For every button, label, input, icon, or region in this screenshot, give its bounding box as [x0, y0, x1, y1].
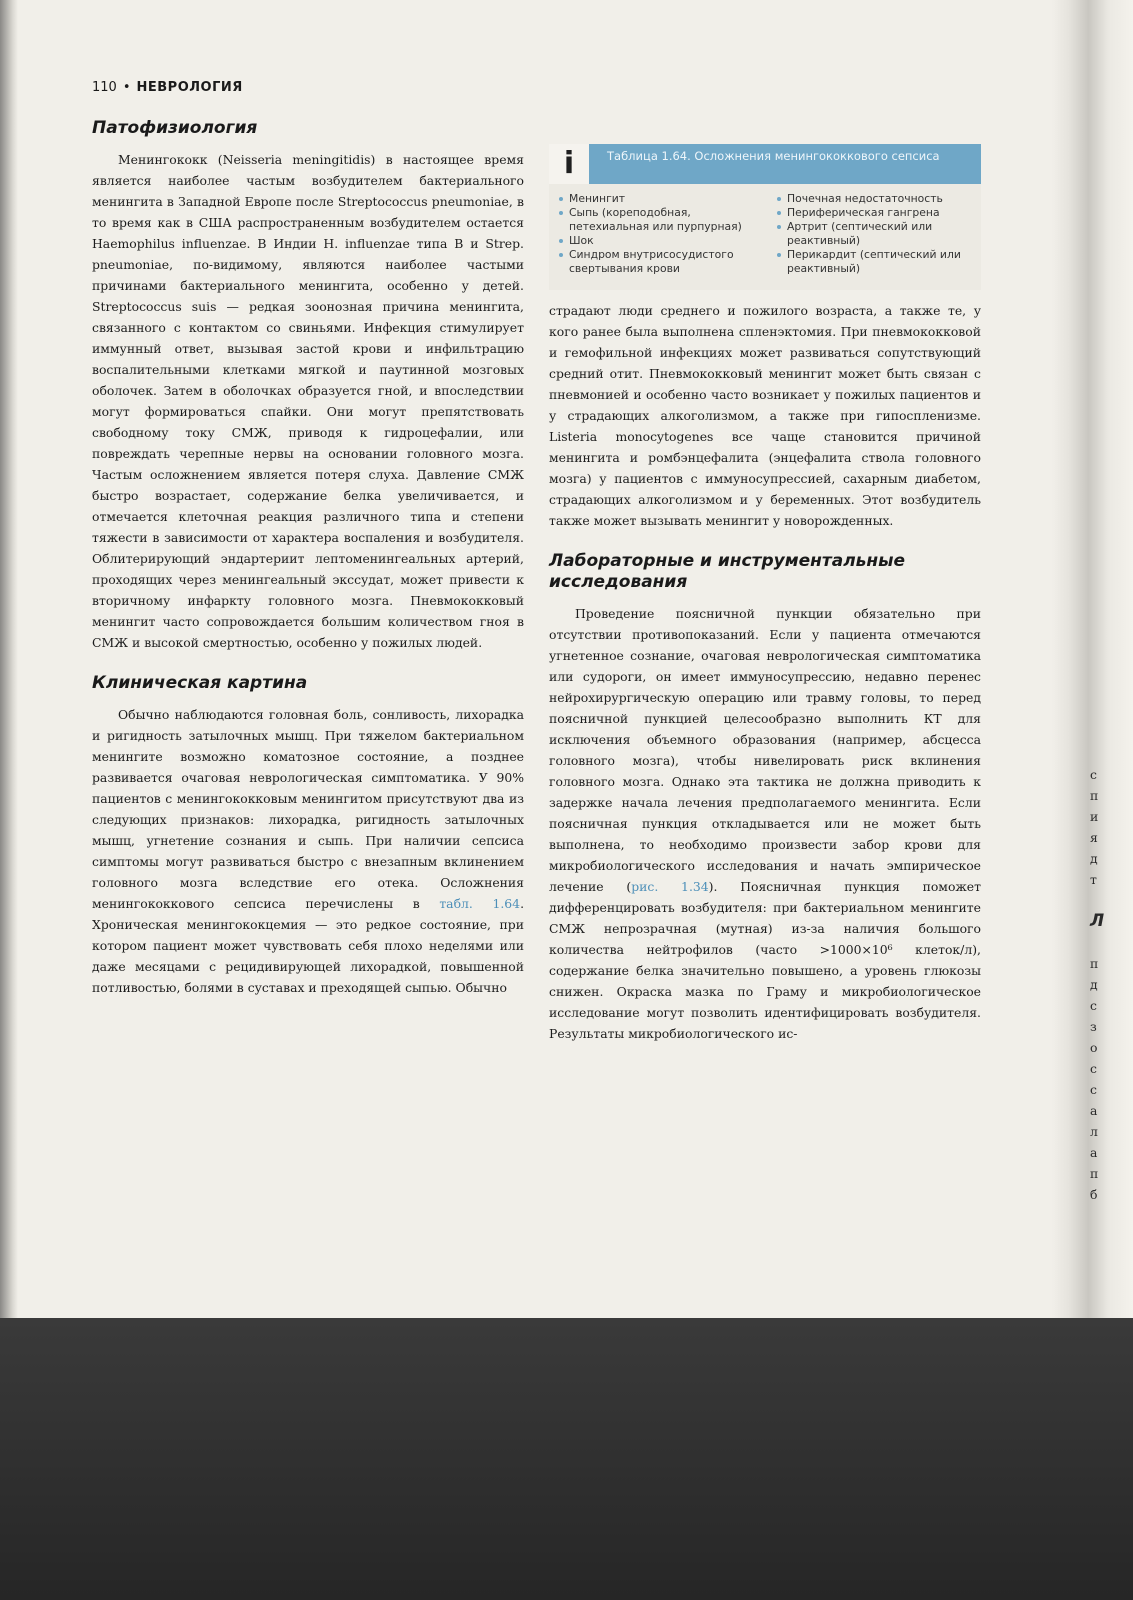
chapter-title: НЕВРОЛОГИЯ [136, 80, 243, 95]
edge-letter: с [1090, 998, 1097, 1013]
edge-gap [1090, 932, 1110, 953]
page-edge-shadow [0, 0, 18, 1318]
running-head [92, 80, 243, 95]
next-page-edge-text [1090, 764, 1110, 1205]
info-icon: i [549, 144, 589, 184]
lab-text-part2: ). Поясничная пункция поможет дифференцировать возбудителя: при бактериальном менингите СМЖ непрозрачная (мутная) из-за наличия большого количества нейтрофилов (часто >1000×10⁶ клеток/л), содержание белка значительно повышено, а уровень глюкозы снижен. Окраска мазка по Граму и микробиологическое исследование могут позволить идентифицировать возбудителя. Результаты микробиологического ис- [549, 879, 981, 1041]
edge-letter: д [1090, 977, 1098, 992]
edge-letter: я [1090, 830, 1098, 845]
clinical-picture-paragraph [92, 704, 524, 998]
lab-studies-paragraph [549, 603, 981, 1044]
figure-reference-link[interactable]: рис. 1.34 [631, 879, 709, 894]
table-list-item: Сыпь (кореподобная, петехиальная или пурпурная) [557, 206, 757, 234]
section-heading-pathophysiology: Патофизиология [92, 118, 258, 138]
edge-letter: о [1090, 1040, 1098, 1055]
table-list-item: Перикардит (септический или реактивный) [775, 248, 975, 276]
page-number: 110 [92, 80, 117, 95]
table-reference-link[interactable]: табл. 1.64 [439, 896, 521, 911]
table-list-item: Шок [557, 234, 757, 248]
edge-letter: с [1090, 1082, 1097, 1097]
table-column-2 [775, 192, 975, 276]
table-1-64 [549, 144, 981, 290]
edge-letter: с [1090, 767, 1097, 782]
section-heading-clinical-picture: Клиническая картина [92, 673, 308, 693]
pathophysiology-paragraph: Менингококк (Neisseria meningitidis) в настоящее время является наиболее частым возбудителем бактериального менингита в Западной Европе после Streptococcus pneumoniae, в то время как в США распространенным возбудителем остается Haemophilus influenzae. В Индии H. influenzae типа В и Strep. pneumoniae, по-видимому, являются наиболее частыми причинами бактериального менингита, особенно у детей. Streptococcus suis — редкая зоонозная причина менингита, связанного с контактом со свиньями. Инфекция стимулирует иммунный ответ, вызывая застой крови и инфильтрацию воспалительными клетками мягкой и паутинной мозговых оболочек. Затем в оболочках образуется гной, и впоследствии могут формироваться спайки. Они могут препятствовать свободному току СМЖ, приводя к гидроцефалии, или повреждать черепные нервы на основании головного мозга. Частым осложнением является потеря слуха. Давление СМЖ быстро возрастает, содержание белка увеличивается, и отмечается клеточная реакция различного типа и степени тяжести в зависимости от характера воспаления и возбудителя. Облитерирующий эндартериит лептоменингеальных артерий, проходящих через менингеальный экссудат, может привести к вторичному инфаркту головного мозга. Пневмококковый менингит часто сопровождается большим количеством гноя в СМЖ и высокой смертностью, особенно у пожилых людей. [92, 152, 524, 650]
edge-letter: и [1090, 809, 1099, 824]
dark-background [0, 1318, 1133, 1600]
edge-letter: п [1090, 788, 1099, 803]
section-heading-lab-studies: Лабораторные и инструментальные исследования [549, 551, 906, 592]
table-column-1 [557, 192, 757, 276]
lab-text-part1: Проведение поясничной пункции обязательно при отсутствии противопоказаний. Если у пациента отмечаются угнетенное сознание, очаговая неврологическая симптоматика или судороги, он имеет иммуносупрессию, недавно перенес нейрохирургическую операцию или травму головы, то перед поясничной пункцией целесообразно выполнить КТ для исключения объемного образования (например, абсцесса головного мозга), чтобы нивелировать риск вклинения головного мозга. Однако эта тактика не должна приводить к задержке начала лечения предполагаемого менингита. Если поясничная пункция откладывается или не может быть выполнена, то необходимо произвести забор крови для микробиологического исследования и начать эмпирическое лечение ( [549, 606, 981, 894]
edge-letter: а [1090, 1103, 1098, 1118]
clinical-text-part1: Обычно наблюдаются головная боль, сонливость, лихорадка и ригидность затылочных мышц. При тяжелом бактериальном менингите возможно коматозное состояние, а позднее развивается очаговая неврологическая симптоматика. У 90% пациентов с менингококковым менингитом присутствуют два из следующих признаков: лихорадка, ригидность затылочных мышц, угнетение сознания и сыпь. При наличии сепсиса симптомы могут развиваться быстро с внезапным вклинением головного мозга вследствие его отека. Осложнения менингококкового сепсиса перечислены в [92, 707, 524, 911]
table-list-item: Синдром внутрисосудистого свертывания крови [557, 248, 757, 276]
table-list-item: Периферическая гангрена [775, 206, 975, 220]
table-list-item: Почечная недостаточность [775, 192, 975, 206]
clinical-text-part2: . Хроническая менингококцемия — это редкое состояние, при котором пациент может чувствовать себя плохо неделями или даже месяцами с рецидивирующей лихорадкой, повышенной потливостью, болями в суставах и преходящей сыпью. Обычно [92, 896, 525, 995]
edge-gap [1090, 890, 1110, 911]
edge-letter: с [1090, 1061, 1097, 1076]
table-title: Таблица 1.64. Осложнения менингококкового сепсиса [607, 149, 940, 163]
edge-letter: п [1090, 956, 1099, 971]
edge-letter: п [1090, 1166, 1099, 1181]
edge-letter: б [1090, 1187, 1098, 1202]
continuation-paragraph: страдают люди среднего и пожилого возраста, а также те, у кого ранее была выполнена спленэктомия. При пневмококковой и гемофильной инфекциях может развиваться сопутствующий средний отит. Пневмококковый менингит может быть связан с пневмонией и особенно часто возникает у пожилых пациентов и у страдающих алкоголизмом, а также при гипоспленизме. Listeria monocytogenes все чаще становится причиной менингита и ромбэнцефалита (энцефалита ствола головного мозга) у пациентов с иммуносупрессией, сахарным диабетом, страдающих алкоголизмом и у беременных. Этот возбудитель также может вызывать менингит у новорожденных. [549, 303, 981, 528]
edge-heading-letter: Л [1090, 911, 1105, 931]
table-list-item: Артрит (септический или реактивный) [775, 220, 975, 248]
edge-letter: а [1090, 1145, 1098, 1160]
edge-letter: т [1090, 872, 1097, 887]
edge-letter: з [1090, 1019, 1097, 1034]
running-head-separator: • [122, 80, 131, 95]
table-header [549, 144, 981, 184]
edge-letter: л [1090, 1124, 1098, 1139]
left-column [92, 118, 524, 998]
table-list-item: Менингит [557, 192, 757, 206]
right-column [549, 300, 981, 1044]
edge-letter: д [1090, 851, 1098, 866]
